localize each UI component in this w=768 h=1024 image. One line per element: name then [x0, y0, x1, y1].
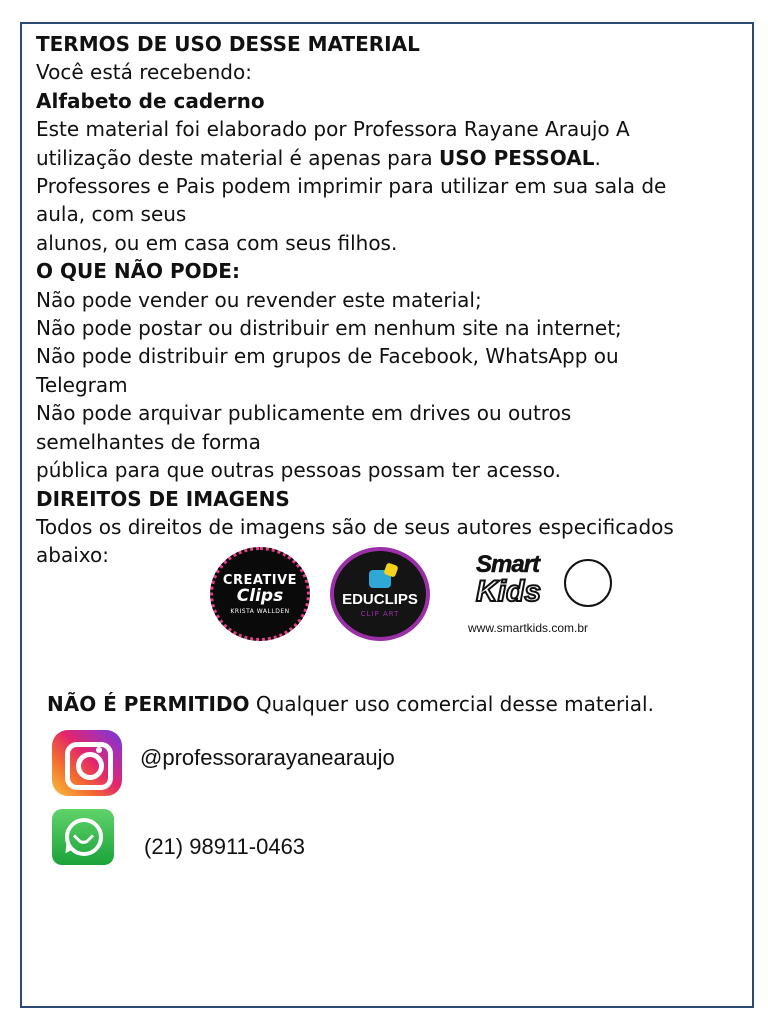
permission-line-3: alunos, ou em casa com seus filhos. — [36, 230, 398, 255]
restriction-item: pública para que outras pessoas possam ter acesso. — [36, 458, 561, 483]
instagram-handle: @professorarayanearaujo — [140, 745, 395, 770]
commercial-use-notice — [47, 692, 654, 716]
restriction-item: Não pode postar ou distribuir em nenhum site na internet; — [36, 316, 622, 341]
credits-logos — [210, 545, 630, 645]
permission-line-2: aula, com seus — [36, 202, 187, 227]
image-rights-line-1: Todos os direitos de imagens são de seus autores especificados — [36, 514, 674, 539]
instagram-icon — [52, 730, 122, 796]
paint-hand-icon — [369, 570, 391, 588]
instagram-contact — [52, 730, 122, 796]
notice-text: Qualquer uso comercial desse material. — [249, 692, 654, 716]
notice-bold: NÃO É PERMITIDO — [47, 692, 250, 716]
restriction-item: Não pode arquivar publicamente em drives ou outros — [36, 401, 572, 426]
educlips-line2: CLIP ART — [360, 610, 400, 618]
usage-prefix: utilização deste material é apenas para — [36, 145, 439, 170]
usage-line — [36, 144, 716, 172]
smart-kids-url: www.smartkids.com.br — [468, 621, 589, 635]
terms-content — [36, 30, 716, 570]
smart-kids-line1: Smart — [476, 551, 540, 578]
restriction-item: semelhantes de forma — [36, 429, 261, 454]
whatsapp-number: (21) 98911-0463 — [144, 834, 306, 859]
smart-kids-line2: Kids — [476, 575, 542, 608]
creative-clips-logo — [210, 547, 310, 641]
restrictions-heading: O QUE NÃO PODE: — [36, 259, 240, 284]
creative-clips-line1: CREATIVE — [222, 573, 298, 588]
educlips-line1: EDUCLIPS — [342, 591, 418, 608]
creative-clips-line2: Clips — [236, 586, 284, 606]
terms-heading: TERMOS DE USO DESSE MATERIAL — [36, 32, 420, 56]
product-title: Alfabeto de caderno — [36, 88, 265, 113]
kid-face-icon — [564, 559, 612, 607]
restriction-item: Telegram — [36, 372, 128, 397]
smart-kids-logo — [468, 551, 628, 643]
restriction-item: Não pode distribuir em grupos de Facebook, WhatsApp ou — [36, 344, 619, 369]
permission-line-1: Professores e Pais podem imprimir para utilizar em sua sala de — [36, 174, 667, 199]
creative-clips-line3: KRISTA WALLDEN — [230, 608, 290, 615]
author-line: Este material foi elaborado por Professora Rayane Araujo A — [36, 117, 630, 142]
image-rights-heading: DIREITOS DE IMAGENS — [36, 486, 290, 511]
whatsapp-icon — [52, 809, 114, 865]
receiving-text: Você está recebendo: — [36, 60, 252, 85]
educlips-logo — [330, 547, 430, 641]
usage-bold: USO PESSOAL — [438, 145, 595, 170]
image-rights-line-2: abaixo: — [36, 543, 109, 568]
usage-suffix: . — [594, 145, 601, 170]
whatsapp-contact — [52, 809, 114, 865]
restriction-item: Não pode vender ou revender este material; — [36, 287, 482, 312]
